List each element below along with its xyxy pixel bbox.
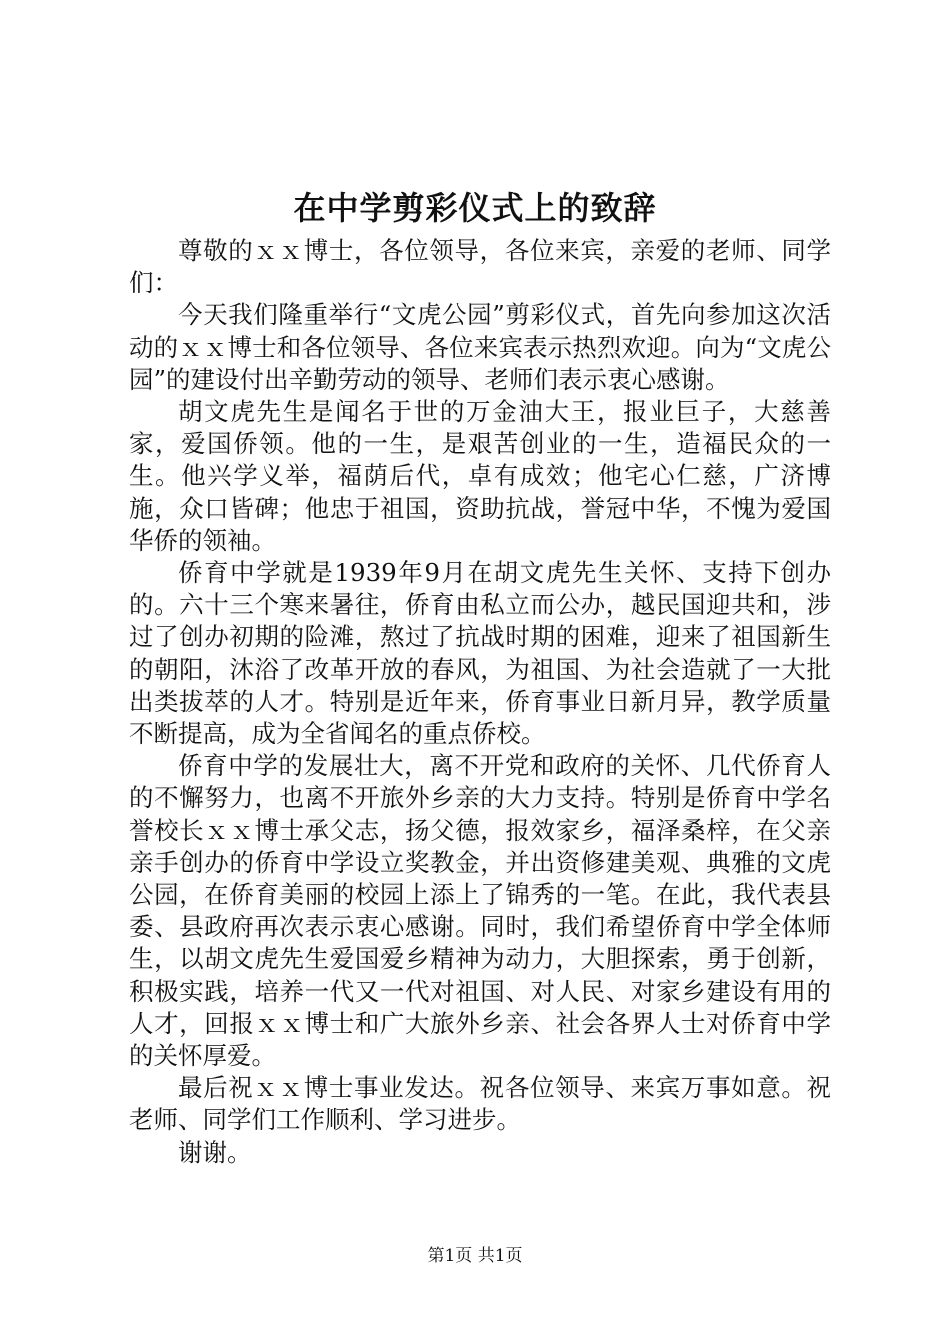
body-paragraph: 侨育中学的发展壮大，离不开党和政府的关怀、几代侨育人的不懈努力，也离不开旅外乡亲的大力支持。特别是侨育中学名誉校长ｘｘ博士承父志，扬父德，报效家乡，福泽桑梓，在父亲亲手创办的侨育中学设立奖教金，并出资修建美观、典雅的文虎公园，在侨育美丽的校园上添上了锦秀的一笔。在此，我代表县委、县政府再次表示衷心感谢。同时，我们希望侨育中学全体师生，以胡文虎先生爱国爱乡精神为动力，大胆探索，勇于创新，积极实践，培养一代又一代对祖国、对人民、对家乡建设有用的人才，回报ｘｘ博士和广大旅外乡亲、社会各界人士对侨育中学的关怀厚爱。 (129, 751, 831, 1071)
thanks-paragraph: 谢谢。 (178, 1137, 252, 1167)
document-body (129, 235, 831, 1169)
body-paragraph: 今天我们隆重举行“文虎公园”剪彩仪式，首先向参加这次活动的ｘｘ博士和各位领导、各位来宾表示热烈欢迎。向为“文虎公园”的建设付出辛勤劳动的领导、老师们表示衷心感谢。 (129, 300, 831, 394)
page-footer: 第1页 共1页 (427, 1246, 523, 1266)
document-title: 在中学剪彩仪式上的致辞 (293, 189, 657, 227)
closing-paragraph: 最后祝ｘｘ博士事业发达。祝各位领导、来宾万事如意。祝老师、同学们工作顺利、学习进步。 (129, 1073, 831, 1135)
body-paragraph: 侨育中学就是1939年9月在胡文虎先生关怀、支持下创办的。六十三个寒来暑往，侨育由私立而公办，越民国迎共和，涉过了创办初期的险滩，熬过了抗战时期的困难，迎来了祖国新生的朝阳，沐浴了改革开放的春风，为祖国、为社会造就了一大批出类拔萃的人才。特别是近年来，侨育事业日新月异，教学质量不断提高，成为全省闻名的重点侨校。 (129, 558, 831, 749)
body-paragraph: 胡文虎先生是闻名于世的万金油大王，报业巨子，大慈善家，爱国侨领。他的一生，是艰苦创业的一生，造福民众的一生。他兴学义举，福荫后代，卓有成效；他宅心仁慈，广济博施，众口皆碑；他忠于祖国，资助抗战，誉冠中华，不愧为爱国华侨的领袖。 (129, 397, 831, 555)
salutation-paragraph: 尊敬的ｘｘ博士，各位领导，各位来宾，亲爱的老师、同学们： (129, 236, 831, 298)
